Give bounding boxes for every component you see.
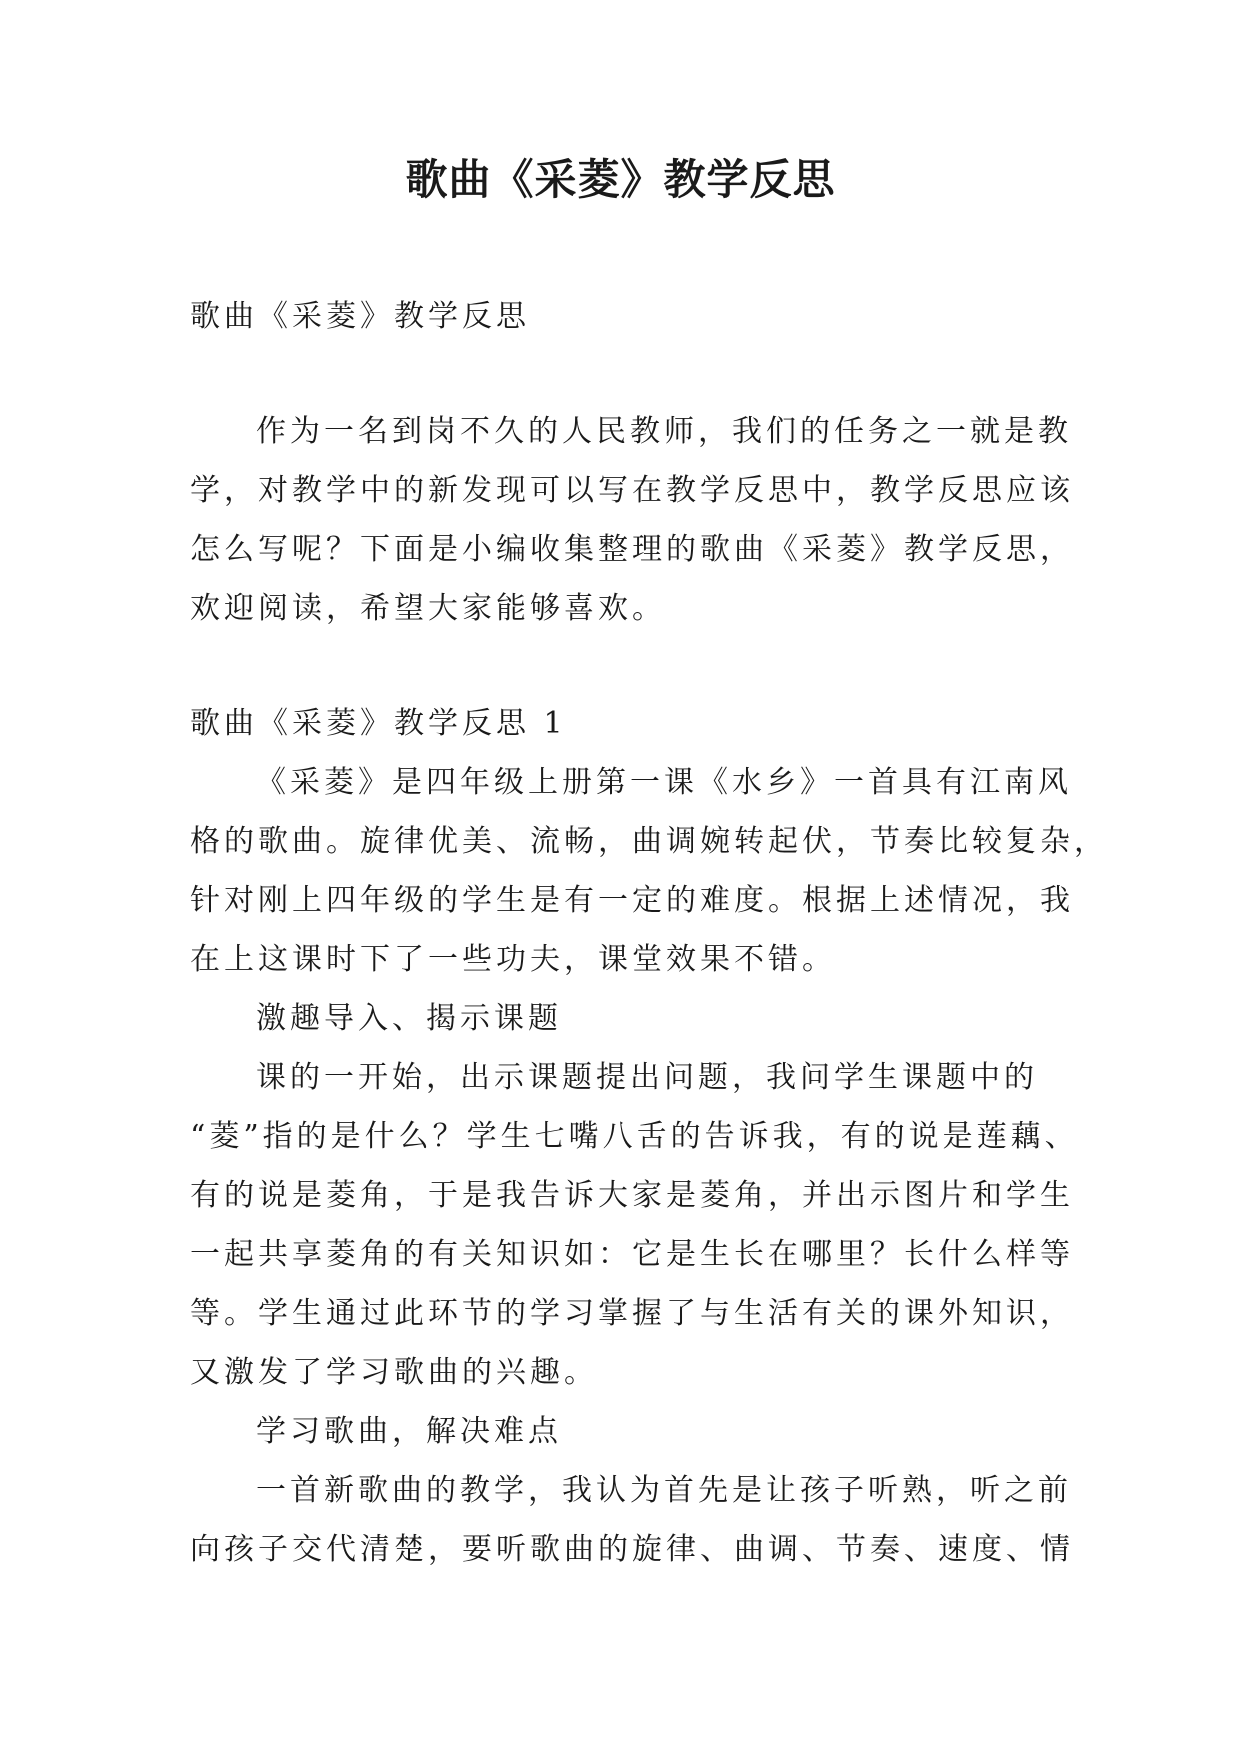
section-heading: 歌曲《采菱》教学反思 1 [190,706,567,741]
sub-heading: 学习歌曲，解决难点 [256,1414,562,1449]
intro-paragraph [190,402,1074,638]
spacer [190,638,1056,694]
spacer [190,346,1056,402]
paragraph-line: 格的歌曲。旋律优美、流畅，曲调婉转起伏，节奏比较复杂， [190,824,1108,859]
paragraph-line: 在上这课时下了一些功夫，课堂效果不错。 [190,942,836,977]
section-paragraph [190,1048,1079,1402]
paragraph-line: 向孩子交代清楚，要听歌曲的旋律、曲调、节奏、速度、情 [190,1532,1074,1567]
document-title: 歌曲《采菱》教学反思 [405,155,836,204]
paragraph-line: 欢迎阅读，希望大家能够喜欢。 [190,591,666,626]
paragraph-line: 有的说是菱角，于是我告诉大家是菱角，并出示图片和学生 [190,1178,1074,1213]
paragraph-line: 等。学生通过此环节的学习掌握了与生活有关的课外知识， [190,1296,1074,1331]
section-paragraph [190,753,1108,989]
document-subtitle: 歌曲《采菱》教学反思 [190,299,530,334]
paragraph-line: 又激发了学习歌曲的兴趣。 [190,1355,598,1390]
paragraph-line: “菱”指的是什么？学生七嘴八舌的告诉我，有的说是莲藕、 [190,1119,1079,1154]
paragraph-line: 作为一名到岗不久的人民教师，我们的任务之一就是教 [256,414,1072,449]
section-paragraph [190,1461,1074,1579]
document-body [190,287,1108,1579]
paragraph-line: 一首新歌曲的教学，我认为首先是让孩子听熟，听之前 [256,1473,1072,1508]
sub-heading: 激趣导入、揭示课题 [256,1001,562,1036]
paragraph-line: 《采菱》是四年级上册第一课《水乡》一首具有江南风 [256,765,1072,800]
paragraph-line: 怎么写呢？下面是小编收集整理的歌曲《采菱》教学反思， [190,532,1074,567]
paragraph-line: 学，对教学中的新发现可以写在教学反思中，教学反思应该 [190,473,1074,508]
paragraph-line: 一起共享菱角的有关知识如：它是生长在哪里？长什么样等 [190,1237,1074,1272]
paragraph-line: 课的一开始，出示课题提出问题，我问学生课题中的 [256,1060,1038,1095]
paragraph-line: 针对刚上四年级的学生是有一定的难度。根据上述情况，我 [190,883,1074,918]
